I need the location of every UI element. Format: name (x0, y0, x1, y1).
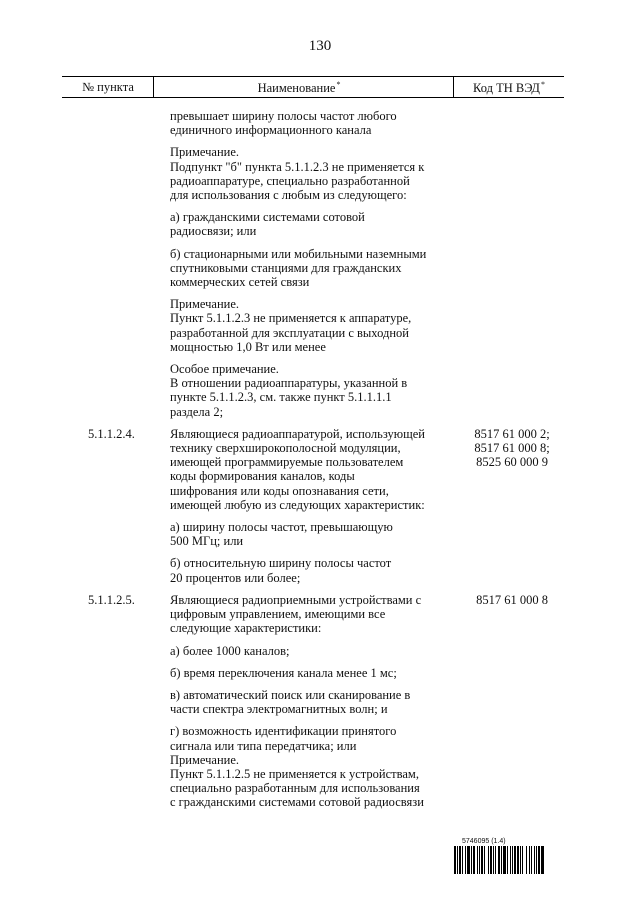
item-name (170, 427, 445, 585)
page-number: 130 (308, 38, 332, 54)
footnote-star: * (540, 80, 545, 89)
paragraph: превышает ширину полосы частот любого единичного информационного канала (170, 109, 397, 138)
paragraph: Примечание. Пункт 5.1.1.2.3 не применяется к аппаратуре, разработанной для эксплуатации с выходной мощностью 1,0 Вт или менее (170, 297, 412, 354)
table-header (62, 76, 564, 98)
header-item-number: № пункта (62, 80, 154, 95)
item-code: 8517 61 000 2; 8517 61 000 8; 8525 60 000 9 (474, 426, 550, 470)
paragraph: а) гражданскими системами сотовой радиосвязи; или (170, 210, 365, 239)
paragraph: в) автоматический поиск или сканирование в части спектра электромагнитных волн; и (170, 687, 411, 717)
paragraph: а) ширину полосы частот, превышающую 500 МГц; или (170, 520, 393, 549)
paragraph: а) более 1000 каналов; (170, 643, 290, 658)
paragraph: б) время переключения канала менее 1 мс; (170, 665, 397, 680)
paragraph: Примечание. Подпункт "б" пункта 5.1.1.2.3 не применяется к радиоаппаратуре, специально разработанной для использования с любым из следующего: (170, 145, 425, 203)
item-name (170, 593, 445, 810)
item-number: 5.1.1.2.4. (88, 426, 135, 441)
item-code: 8517 61 000 8 (476, 592, 548, 607)
paragraph: г) возможность идентификации принятого сигнала или типа передатчика; или Примечание. Пункт 5.1.1.2.5 не применяется к устройствам, специально разработанным для использования с гражданскими системами сотовой радиосвязи (170, 724, 424, 810)
footnote-star: * (336, 80, 341, 89)
barcode (454, 838, 582, 874)
table-body (0, 109, 640, 810)
item-name (170, 109, 445, 419)
header-code: Код ТН ВЭД* (473, 80, 545, 95)
paragraph: Особое примечание. В отношении радиоаппаратуры, указанной в пункте 5.1.1.2.3, см. также пункт 5.1.1.1.1 раздела 2; (170, 362, 408, 419)
item-number: 5.1.1.2.5. (88, 592, 135, 607)
paragraph: б) относительную ширину полосы частот 20 процентов или более; (170, 556, 392, 585)
table-row (0, 109, 640, 419)
paragraph: б) стационарными или мобильными наземными спутниковыми станциями для гражданских коммерческих сетей связи (170, 246, 427, 290)
header-name: Наименование* (154, 80, 444, 96)
table-row (0, 427, 640, 585)
paragraph: Являющиеся радиоприемными устройствами с цифровым управлением, имеющими все следующие характеристики: (170, 592, 422, 636)
paragraph: Являющиеся радиоаппаратурой, использующей технику сверхширокополосной модуляции, имеющей программируемые пользователем коды формирования каналов, коды шифрования или коды опознавания сети, имеющей любую из следующих характеристик: (170, 426, 425, 512)
barcode-bar (544, 846, 545, 874)
barcode-label: 5746095 (1.4) (462, 838, 506, 845)
table-row (0, 593, 640, 810)
barcode-bars (454, 846, 582, 874)
